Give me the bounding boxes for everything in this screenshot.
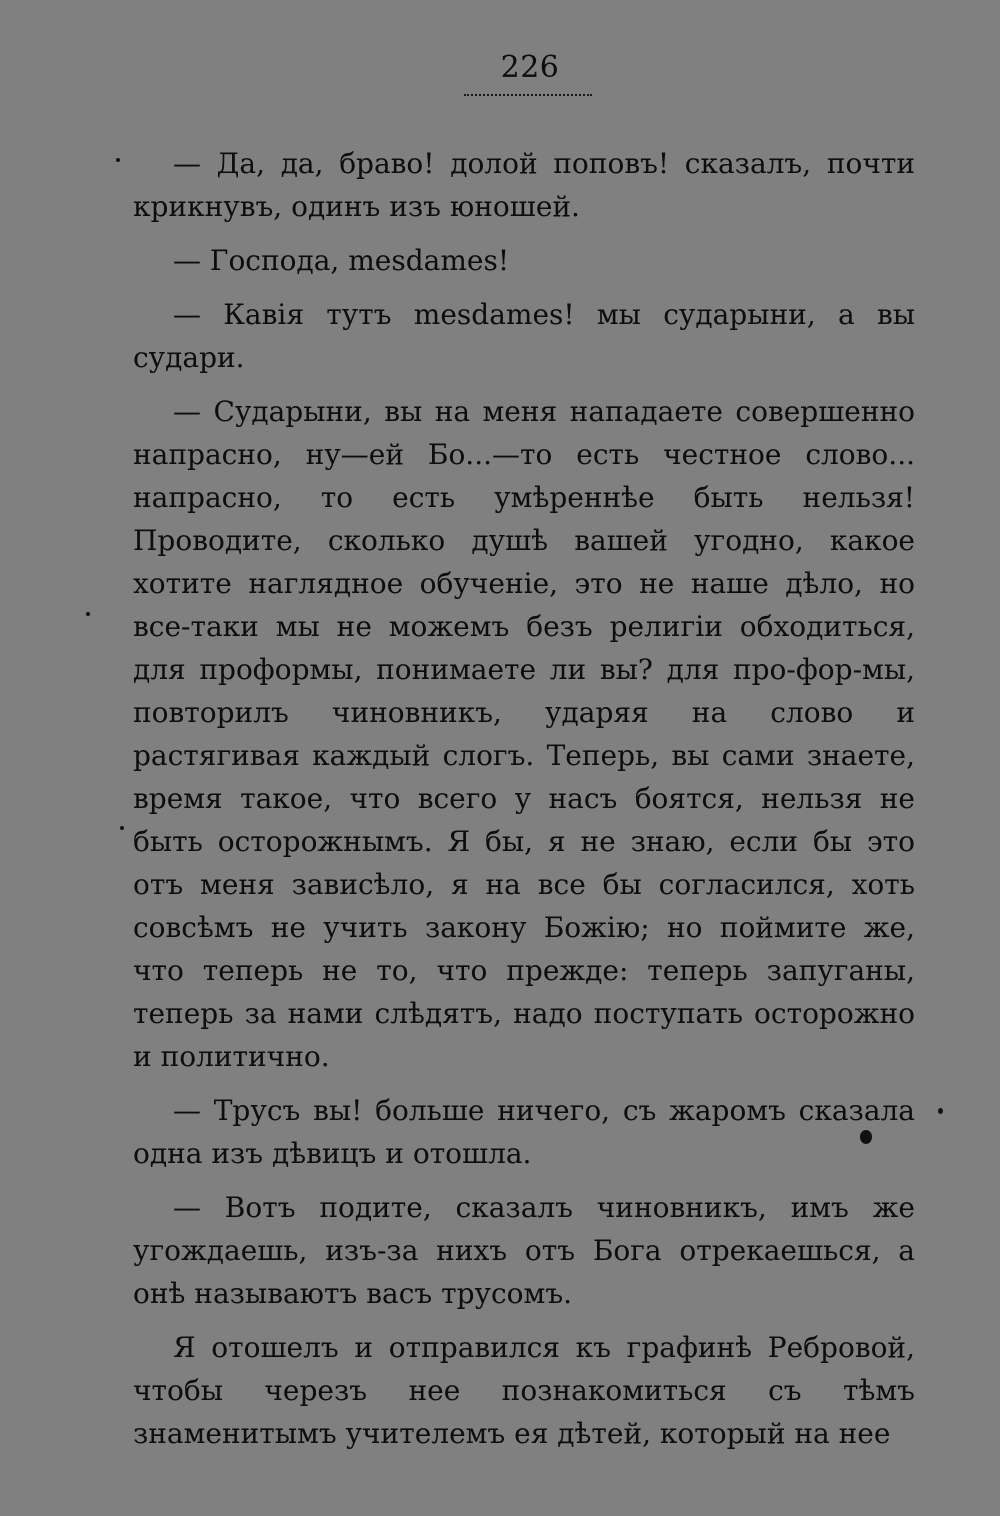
- scan-speck: [120, 826, 124, 830]
- scan-speck: [860, 1130, 872, 1144]
- page-number: 226: [500, 50, 560, 85]
- scan-speck: [86, 612, 90, 616]
- scan-speck: [938, 1108, 943, 1114]
- page-number-rule: [464, 94, 592, 96]
- paragraph: — Да, да, браво! долой поповъ! сказалъ, почти крикнувъ, одинъ изъ юношей.: [133, 147, 915, 223]
- paragraph: Я отошелъ и отправился къ графинѣ Ребровой, чтобы черезъ нее познакомиться съ тѣмъ знаменитымъ учителемъ ея дѣтей, который на нее: [133, 1331, 915, 1450]
- paragraph: — Сударыни, вы на меня нападаете совершенно напрасно, ну—ей Бо...—то есть честное слово... напрасно, то есть умѣреннѣе быть нельзя! Проводите, сколько душѣ вашей угодно, какое хотите наглядное обученіе, это не наше дѣло, но все-таки мы не можемъ безъ религіи обходиться, для проформы, понимаете ли вы? для про-фор-мы, повторилъ чиновникъ, ударяя на слово и растягивая каждый слогъ. Теперь, вы сами знаете, время такое, что всего у насъ боятся, нельзя не быть осторожнымъ. Я бы, я не знаю, если бы это отъ меня зависѣло, я на все бы согласился, хоть совсѣмъ не учить закону Божію; но поймите же, что теперь не то, что прежде: теперь запуганы, теперь за нами слѣдятъ, надо поступать осторожно и политично.: [133, 395, 915, 1073]
- text-block: [133, 142, 915, 1466]
- scan-speck: [116, 158, 120, 162]
- paragraph: — Господа, mesdames!: [173, 244, 510, 277]
- paragraph: — Трусъ вы! больше ничего, съ жаромъ сказала одна изъ дѣвицъ и отошла.: [133, 1094, 915, 1170]
- paragraph: — Вотъ подите, сказалъ чиновникъ, имъ же угождаешь, изъ-за нихъ отъ Бога отрекаешься, а онѣ называютъ васъ трусомъ.: [133, 1191, 915, 1310]
- paragraph: — Кавія тутъ mesdames! мы сударыни, а вы судари.: [133, 298, 915, 374]
